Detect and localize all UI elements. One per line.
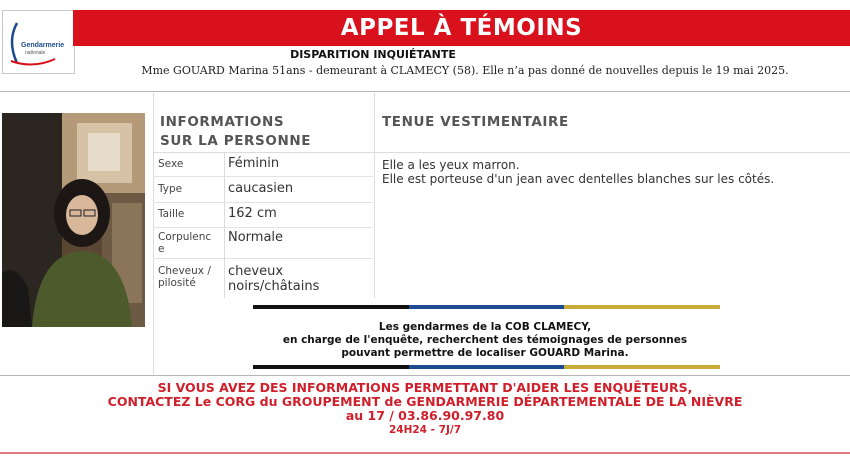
value-sex: Féminin [228, 156, 280, 171]
bottom-bar [0, 452, 850, 454]
label-hair-line: pilosité [158, 277, 196, 289]
clothing-line: Elle a les yeux marron. [382, 158, 520, 172]
value-type: caucasien [228, 181, 294, 196]
tricolor-stripe-bottom [253, 365, 720, 369]
label-build-line: e [158, 243, 165, 255]
label-build-line: Corpulenc [158, 231, 212, 243]
gendarmes-line: pouvant permettre de localiser GOUARD Marina. [341, 347, 629, 359]
header-row-divider [153, 152, 850, 153]
label-build [158, 231, 224, 255]
summary-text: Mme GOUARD Marina 51ans - demeurant à CLAMECY (58). Elle n’a pas donné de nouvelles depuis le 19 mai 2025. [141, 64, 789, 77]
label-type: Type [158, 183, 183, 195]
label-divider [224, 153, 225, 298]
contact-phone: au 17 / 03.86.90.97.80 [345, 408, 505, 423]
label-height: Taille [158, 208, 185, 220]
divider-columns [374, 93, 375, 298]
gendarmerie-logo [2, 10, 75, 74]
person-photo [2, 113, 145, 327]
divider-bottom [0, 375, 850, 376]
gendarmerie-emblem-icon [3, 11, 74, 73]
contact-message [60, 381, 790, 437]
gendarmes-line: en charge de l'enquête, recherchent des témoignages de personnes [282, 334, 688, 346]
row-divider [153, 227, 373, 228]
logo-subtext: nationale [25, 50, 46, 56]
contact-line: CONTACTEZ Le CORG du GROUPEMENT de GENDARMERIE DÉPARTEMENTALE DE LA NIÈVRE [107, 394, 743, 409]
row-divider [153, 176, 373, 177]
contact-hours: 24H24 - 7J/7 [388, 424, 462, 436]
label-hair-line: Cheveux / [158, 265, 211, 277]
value-height: 162 cm [228, 206, 277, 221]
row-divider [153, 258, 373, 259]
subtitle: DISPARITION INQUIÉTANTE [290, 48, 456, 61]
divider-top [0, 91, 850, 92]
info-section-title [160, 113, 370, 151]
divider-photo [153, 93, 154, 375]
value-build: Normale [228, 230, 284, 245]
contact-line: SI VOUS AVEZ DES INFORMATIONS PERMETTANT D'AIDER LES ENQUÊTEURS, [157, 380, 693, 395]
logo-text: Gendarmerie [21, 42, 65, 49]
clothing-line: Elle est porteuse d'un jean avec dentelles blanches sur les côtés. [382, 172, 775, 186]
clothing-description [382, 158, 842, 186]
label-hair [158, 265, 224, 289]
gendarmes-message [230, 321, 740, 360]
gendarmes-line: Les gendarmes de la COB CLAMECY, [378, 321, 592, 333]
value-hair-line: noirs/châtains [228, 279, 320, 294]
value-hair [228, 264, 368, 294]
row-divider [153, 202, 373, 203]
page-title: APPEL À TÉMOINS [340, 15, 583, 41]
label-sex: Sexe [158, 158, 184, 170]
info-title-line: SUR LA PERSONNE [160, 133, 312, 149]
tricolor-stripe-top [253, 305, 720, 309]
clothing-section-title: TENUE VESTIMENTAIRE [382, 114, 569, 130]
title-banner [73, 10, 850, 46]
info-title-line: INFORMATIONS [160, 114, 285, 130]
value-hair-line: cheveux [228, 264, 284, 279]
